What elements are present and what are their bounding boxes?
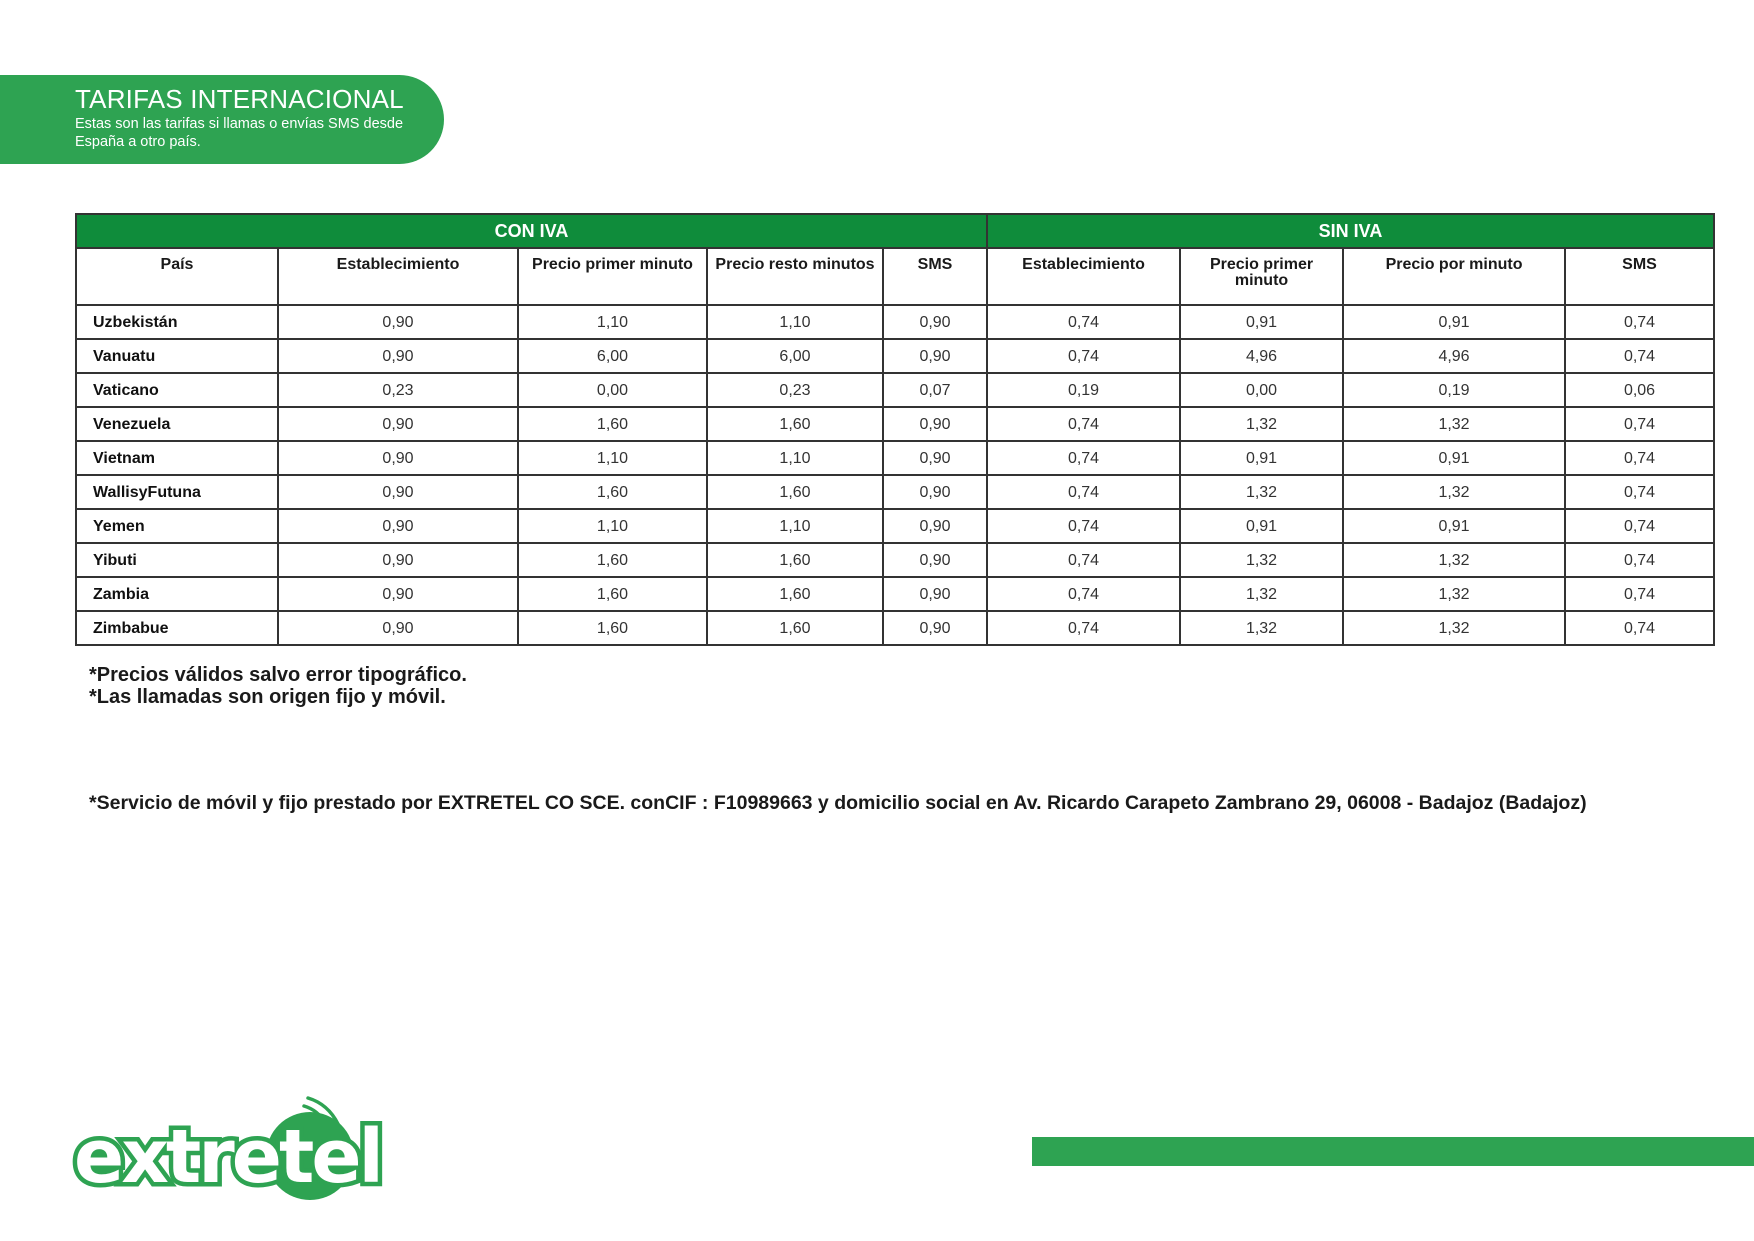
note-typo: *Precios válidos salvo error tipográfico. (89, 664, 467, 686)
price-cell: 1,10 (707, 509, 883, 543)
price-cell: 6,00 (707, 339, 883, 373)
column-header: Precio primer minuto (518, 248, 707, 305)
table-row (76, 373, 1714, 407)
price-cell: 0,74 (1565, 611, 1714, 645)
price-cell: 1,10 (518, 509, 707, 543)
price-cell: 0,74 (1565, 339, 1714, 373)
price-cell: 0,74 (987, 305, 1180, 339)
country-cell: Uzbekistán (76, 305, 278, 339)
table-row (76, 475, 1714, 509)
price-cell: 0,74 (987, 543, 1180, 577)
price-cell: 1,32 (1343, 577, 1565, 611)
note-origin: *Las llamadas son origen fijo y móvil. (89, 686, 446, 708)
price-cell: 0,90 (278, 577, 518, 611)
price-cell: 1,32 (1343, 611, 1565, 645)
price-cell: 0,19 (987, 373, 1180, 407)
price-cell: 1,32 (1180, 475, 1343, 509)
price-cell: 0,90 (883, 407, 987, 441)
price-cell: 0,74 (1565, 543, 1714, 577)
price-cell: 1,32 (1180, 407, 1343, 441)
price-cell: 1,60 (707, 611, 883, 645)
price-cell: 1,32 (1343, 543, 1565, 577)
price-cell: 4,96 (1180, 339, 1343, 373)
price-cell: 1,32 (1343, 407, 1565, 441)
country-cell: Zambia (76, 577, 278, 611)
price-cell: 4,96 (1343, 339, 1565, 373)
price-cell: 0,90 (278, 475, 518, 509)
column-header: Establecimiento (987, 248, 1180, 305)
price-cell: 0,74 (1565, 305, 1714, 339)
price-cell: 1,60 (518, 407, 707, 441)
price-cell: 0,74 (987, 509, 1180, 543)
column-header: Precio primer minuto (1180, 248, 1343, 305)
table-row (76, 305, 1714, 339)
rates-body (76, 305, 1714, 645)
rates-table (75, 213, 1715, 646)
table-row (76, 543, 1714, 577)
price-cell: 1,32 (1180, 543, 1343, 577)
price-cell: 0,91 (1343, 305, 1565, 339)
extretel-logo (72, 1098, 381, 1204)
table-row (76, 339, 1714, 373)
price-cell: 0,00 (518, 373, 707, 407)
price-cell: 0,74 (1565, 509, 1714, 543)
price-cell: 1,10 (518, 305, 707, 339)
price-cell: 0,74 (1565, 407, 1714, 441)
price-cell: 1,10 (707, 441, 883, 475)
table-row (76, 441, 1714, 475)
price-cell: 0,06 (1565, 373, 1714, 407)
price-cell: 0,91 (1343, 509, 1565, 543)
column-header: País (76, 248, 278, 305)
table-row (76, 611, 1714, 645)
price-cell: 1,60 (707, 407, 883, 441)
price-cell: 0,90 (883, 305, 987, 339)
price-cell: 1,32 (1180, 577, 1343, 611)
price-cell: 1,32 (1343, 475, 1565, 509)
price-cell: 0,90 (883, 509, 987, 543)
price-cell: 1,60 (518, 611, 707, 645)
price-cell: 0,90 (278, 407, 518, 441)
column-header: Precio resto minutos (707, 248, 883, 305)
page-subtitle: Estas son las tarifas si llamas o envías SMS desde España a otro país. (75, 116, 404, 150)
price-cell: 0,91 (1180, 441, 1343, 475)
price-cell: 1,60 (518, 577, 707, 611)
price-cell: 1,60 (707, 577, 883, 611)
column-header: SMS (1565, 248, 1714, 305)
price-cell: 0,23 (278, 373, 518, 407)
price-cell: 0,90 (883, 441, 987, 475)
country-cell: Zimbabue (76, 611, 278, 645)
price-cell: 0,07 (883, 373, 987, 407)
country-cell: Yemen (76, 509, 278, 543)
price-cell: 0,74 (1565, 577, 1714, 611)
price-cell: 0,19 (1343, 373, 1565, 407)
price-cell: 0,90 (278, 611, 518, 645)
price-cell: 1,10 (518, 441, 707, 475)
group-header-con-iva: CON IVA (76, 214, 987, 248)
price-cell: 0,90 (883, 577, 987, 611)
price-cell: 0,74 (987, 475, 1180, 509)
country-cell: Vaticano (76, 373, 278, 407)
country-cell: Yibuti (76, 543, 278, 577)
price-cell: 0,74 (987, 339, 1180, 373)
table-row (76, 509, 1714, 543)
column-header: Establecimiento (278, 248, 518, 305)
column-header: SMS (883, 248, 987, 305)
country-cell: Vietnam (76, 441, 278, 475)
price-cell: 0,74 (1565, 475, 1714, 509)
price-cell: 6,00 (518, 339, 707, 373)
notes (89, 664, 467, 708)
country-cell: Vanuatu (76, 339, 278, 373)
table-row (76, 577, 1714, 611)
price-cell: 0,91 (1343, 441, 1565, 475)
price-cell: 0,74 (1565, 441, 1714, 475)
price-cell: 0,74 (987, 611, 1180, 645)
price-cell: 1,60 (518, 543, 707, 577)
header-banner (0, 75, 444, 164)
price-cell: 0,90 (883, 611, 987, 645)
price-cell: 0,90 (278, 339, 518, 373)
group-header-sin-iva: SIN IVA (987, 214, 1714, 248)
price-cell: 1,60 (518, 475, 707, 509)
price-cell: 0,91 (1180, 509, 1343, 543)
table-row (76, 407, 1714, 441)
column-header: Precio por minuto (1343, 248, 1565, 305)
price-cell: 0,90 (883, 543, 987, 577)
country-cell: Venezuela (76, 407, 278, 441)
footer-bar (1032, 1137, 1754, 1166)
price-cell: 1,10 (707, 305, 883, 339)
price-cell: 0,90 (278, 441, 518, 475)
price-cell: 0,91 (1180, 305, 1343, 339)
logo-wordmark: extretel (74, 1114, 381, 1200)
price-cell: 0,74 (987, 441, 1180, 475)
price-cell: 1,60 (707, 475, 883, 509)
price-cell: 0,90 (278, 509, 518, 543)
price-cell: 0,74 (987, 577, 1180, 611)
page-title: TARIFAS INTERNACIONAL (75, 84, 404, 114)
column-header-row (76, 248, 1714, 305)
price-cell: 0,90 (278, 543, 518, 577)
price-cell: 0,74 (987, 407, 1180, 441)
price-cell: 0,23 (707, 373, 883, 407)
service-note: *Servicio de móvil y fijo prestado por EXTRETEL CO SCE. conCIF : F10989663 y domicilio social en Av. Ricardo Carapeto Zambrano 29, 06008 - Badajoz (Badajoz) (89, 792, 1587, 814)
price-cell: 0,90 (883, 475, 987, 509)
price-cell: 0,90 (278, 305, 518, 339)
price-cell: 0,00 (1180, 373, 1343, 407)
group-header-row (76, 214, 1714, 248)
price-cell: 0,90 (883, 339, 987, 373)
country-cell: WallisyFutuna (76, 475, 278, 509)
price-cell: 1,32 (1180, 611, 1343, 645)
price-cell: 1,60 (707, 543, 883, 577)
